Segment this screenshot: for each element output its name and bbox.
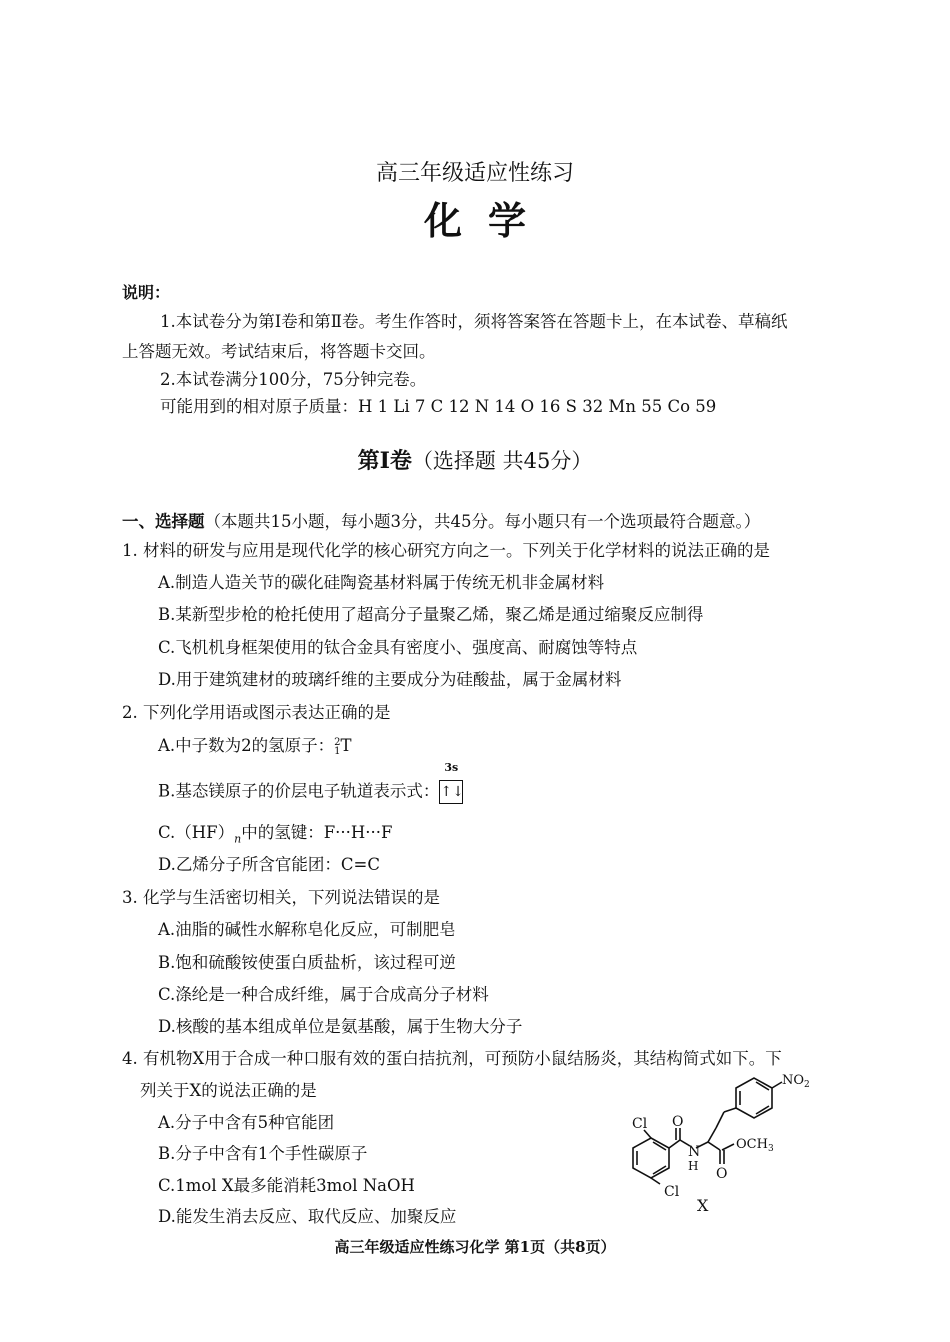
struct-h: H: [688, 1159, 699, 1173]
q4-option-d: D.能发生消去反应、取代反应、加聚反应: [158, 1207, 457, 1226]
q4-stem-line1: 4. 有机物X用于合成一种口服有效的蛋白拮抗剂，可预防小鼠结肠炎，其结构简式如下。下: [122, 1049, 782, 1068]
page-footer: 高三年级适应性练习化学 第1页（共8页）: [334, 1238, 616, 1256]
molecule-label: X: [697, 1196, 709, 1215]
q2-option-b: [158, 761, 464, 804]
q2-a-symbol: T: [340, 736, 352, 755]
struct-cl-top: Cl: [632, 1116, 648, 1132]
q1-option-a: A.制造人造关节的碳化硅陶瓷基材料属于传统无机非金属材料: [158, 573, 605, 592]
part-label: 一、选择题: [122, 512, 205, 531]
q2-option-c: [158, 823, 392, 849]
note-item-1a: 1.本试卷分为第Ⅰ卷和第Ⅱ卷。考生作答时，须将答案答在答题卡上，在本试卷、草稿纸: [160, 312, 788, 331]
section-heading: [0, 444, 950, 475]
molecule-x-structure: [606, 1064, 816, 1224]
orbital-box: ↑↓: [439, 780, 463, 804]
note-item-2: 2.本试卷满分100分，75分钟完卷。: [160, 370, 427, 389]
q2-a-atomic-number: 1: [334, 745, 341, 757]
q2-option-d: D.乙烯分子所含官能团：C=C: [158, 855, 380, 874]
struct-no2: $NO_2$: [782, 1073, 810, 1090]
q3-option-b: B.饱和硫酸铵使蛋白质盐析，该过程可逆: [158, 953, 456, 972]
q3-option-a: A.油脂的碱性水解称皂化反应，可制肥皂: [158, 920, 456, 939]
q3-option-c: C.涤纶是一种合成纤维，属于合成高分子材料: [158, 985, 489, 1004]
notes-heading: 说明：: [122, 283, 171, 302]
q1-option-c: C.飞机机身框架使用的钛合金具有密度小、强度高、耐腐蚀等特点: [158, 638, 638, 657]
struct-n: N: [688, 1144, 701, 1160]
section-title: 第Ⅰ卷: [357, 448, 412, 474]
q4-option-b: B.分子中含有1个手性碳原子: [158, 1144, 368, 1163]
section-subtitle: （选择题 共45分）: [411, 449, 593, 473]
note-item-1b: 上答题无效。考试结束后，将答题卡交回。: [122, 342, 436, 361]
q3-stem: 3. 化学与生活密切相关，下列说法错误的是: [122, 888, 440, 907]
q2-c-text-post: 中的氢键：F···H···F: [241, 823, 393, 842]
struct-och3: $OCH_3$: [736, 1137, 774, 1154]
q2-b-text: B.基态镁原子的价层电子轨道表示式：: [158, 781, 440, 801]
q2-stem: 2. 下列化学用语或图示表达正确的是: [122, 703, 391, 722]
q2-c-text: C.（HF）: [158, 823, 235, 842]
q1-option-d: D.用于建筑建材的玻璃纤维的主要成分为硅酸盐，属于金属材料: [158, 670, 622, 689]
struct-o-amide: O: [672, 1114, 684, 1130]
atomic-mass-line: 可能用到的相对原子质量：H 1 Li 7 C 12 N 14 O 16 S 32 Mn 55 Co 59: [160, 397, 717, 416]
exam-title: 高三年级适应性练习: [375, 161, 574, 186]
struct-cl-bottom: Cl: [664, 1184, 680, 1200]
q4-stem-line2: 列关于X的说法正确的是: [140, 1081, 317, 1100]
subject-title: 化学: [423, 198, 552, 243]
q2-option-a: [158, 736, 352, 756]
q1-stem: 1. 材料的研发与应用是现代化学的核心研究方向之一。下列关于化学材料的说法正确的是: [122, 541, 770, 560]
part-heading: [122, 508, 760, 532]
q2-c-subscript: n: [234, 832, 242, 846]
q3-option-d: D.核酸的基本组成单位是氨基酸，属于生物大分子: [158, 1017, 523, 1036]
orbital-label: 3s: [444, 761, 459, 774]
orbital-diagram: [439, 761, 464, 804]
q1-option-b: B.某新型步枪的枪托使用了超高分子量聚乙烯，聚乙烯是通过缩聚反应制得: [158, 605, 704, 624]
struct-o-ester: O: [716, 1166, 728, 1182]
q4-option-c: C.1mol X最多能消耗3mol NaOH: [158, 1176, 415, 1195]
q2-a-text: A.中子数为2的氢原子：: [158, 736, 335, 755]
q4-option-a: A.分子中含有5种官能团: [158, 1113, 335, 1132]
part-desc: （本题共15小题，每小题3分，共45分。每小题只有一个选项最符合题意。）: [204, 512, 761, 531]
q2-a-mass-number: 2: [334, 736, 341, 748]
